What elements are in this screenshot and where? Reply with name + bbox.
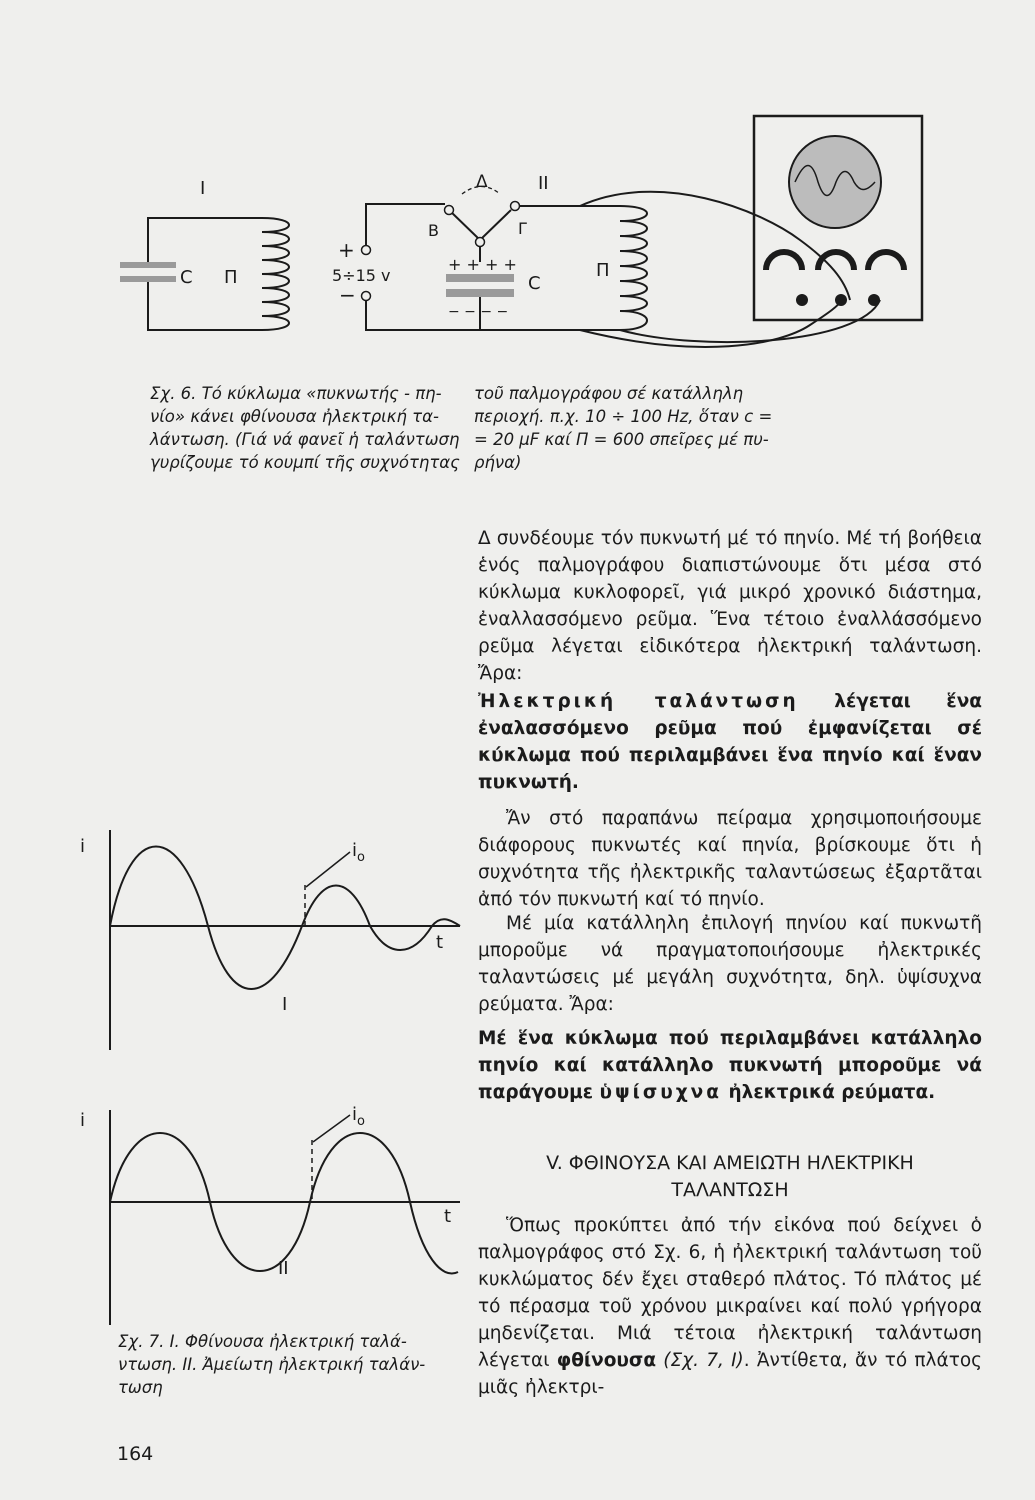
battery-minus-terminal: [362, 292, 371, 301]
scope-terminal-3: [868, 294, 880, 306]
label-plus: +: [338, 238, 355, 262]
definition-text: Μέ ἕνα κύκλωμα πού περιλαμβάνει κατάλληλο πηνίο καί κατάλληλο πυκνωτή μποροῦμε νά παράγουμε: [478, 1028, 982, 1103]
bottom-roman-label: II: [278, 1258, 289, 1279]
caption-line: = 20 μF καί Π = 600 σπεῖρες μέ πυ-: [474, 430, 769, 449]
top-damped-wave: [110, 847, 460, 990]
top-axis-i-label: i: [80, 836, 86, 857]
label-minus: −: [339, 283, 356, 307]
definition-text: λέγεται ἕνα ἐναλασσόμενο ρεῦμα πού ἐμφανίζεται σέ κύκλωμα πού περιλαμβάνει ἕνα πηνίο καί ἕναν πυκνωτή.: [478, 691, 982, 793]
paragraph-text: Δ συνδέουμε τόν πυκνωτή μέ τό πηνίο. Μέ τή βοήθεια ἑνός παλμογράφου διαπιστώνουμε ὅτι μέσα στό κύκλωμα κυκλοφορεῖ, γιά μικρό χρονικό διάστημα, ἐναλλασσόμενο ρεῦμα. Ἕνα τέτοιο ἐναλλάσσόμενο ρεῦμα λέγεται εἰδικότερα ἠλεκτρική ταλάντωση. Ἄρα:: [478, 528, 982, 684]
term-damped: φθίνουσα: [556, 1350, 657, 1371]
label-c2: C: [528, 273, 541, 294]
figure-7-caption: [118, 1330, 463, 1399]
figure-6-caption-left: [150, 382, 460, 474]
bottom-undamped-wave: [110, 1133, 458, 1274]
top-axis-t-label: t: [436, 932, 444, 953]
scope-terminal-2: [835, 294, 847, 306]
oscilloscope-knob-2: [818, 252, 854, 270]
label-b: B: [428, 221, 439, 240]
paragraph-text: Μέ μία κατάλληλη ἐπιλογή πηνίου καί πυκνωτῆ μποροῦμε νά πραγματοποιήσουμε ἠλεκτρικές ταλαντώσεις μέ μεγάλη συχνότητα, δηλ. ὑψίσυχνα ρεύματα. Ἄρα:: [478, 913, 982, 1015]
term-high-frequency: ὑψίσυχνα: [599, 1082, 722, 1103]
switch-arm: [449, 210, 480, 240]
caption-line: νίο» κάνει φθίνουσα ἠλεκτρική τα-: [150, 407, 439, 426]
caption-line: περιοχή. π.χ. 10 ÷ 100 Hz, ὅταν c =: [474, 407, 773, 426]
capacitor-i-plate-top: [120, 262, 176, 268]
label-voltage: 5÷15 v: [332, 266, 391, 285]
oscilloscope-knob-3: [868, 252, 904, 270]
paragraph-frequency: [478, 805, 982, 913]
label-delta: Δ: [476, 172, 488, 192]
oscilloscope-knob-1: [766, 252, 802, 270]
label-c1: C: [180, 267, 193, 288]
label-gamma: Γ: [518, 219, 527, 238]
bottom-axis-i-label: i: [80, 1110, 86, 1131]
figure-reference: (Σχ. 7, Ι): [656, 1350, 744, 1371]
label-plates-minus: − − − −: [448, 304, 509, 320]
term-electrical-oscillation: Ἠλεκτρική ταλάντωση: [478, 691, 799, 712]
caption-line: τωση: [118, 1378, 163, 1397]
heading-line: ΤΑΛΑΝΤΩΣΗ: [671, 1179, 789, 1201]
label-circuit-i: I: [200, 178, 206, 199]
capacitor-ii-plate-bottom: [446, 289, 514, 297]
figure-6-circuit-diagram: [0, 0, 1035, 370]
switch-contact-gamma: [476, 238, 485, 247]
switch-contact-b: [445, 206, 454, 215]
battery-plus-terminal: [362, 246, 371, 255]
switch-contact-delta: [511, 202, 520, 211]
capacitor-ii-plate-top: [446, 274, 514, 282]
definition-high-frequency: [478, 1025, 982, 1106]
figure-6-caption-right: [474, 382, 784, 474]
caption-line: τοῦ παλμογράφου σέ κατάλληλη: [474, 384, 744, 403]
paragraph-text: Ἄν στό παραπάνω πείραμα χρησιμοποιήσουμε διάφορους πυκνωτές καί πηνία, βρίσκουμε ὅτι ἡ συχνότητα τῆς ἠλεκτρικῆς ταλαντώσεως ἐξαρτᾶται ἀπό τόν πυκνωτή καί τό πηνίο.: [478, 808, 982, 910]
paragraph-damped: [478, 1212, 982, 1401]
scope-terminal-1: [796, 294, 808, 306]
caption-line: γυρίζουμε τό κουμπί τῆς συχνότητας: [150, 453, 460, 472]
top-io-label: $i_o$: [352, 840, 365, 865]
figure-7-waveforms: [70, 810, 470, 1350]
circuit-i-top-wire: [148, 218, 262, 262]
caption-line: ρήνα): [474, 453, 522, 472]
switch-arm-2: [480, 210, 511, 240]
top-io-pointer: [306, 852, 350, 887]
oscilloscope-screen: [789, 136, 881, 228]
label-plates-plus: + + + +: [448, 255, 517, 274]
heading-line: V. ΦΘΙΝΟΥΣΑ ΚΑΙ ΑΜΕΙΩΤΗ ΗΛΕΚΤΡΙΚΗ: [546, 1152, 914, 1174]
definition-text: ἠλεκτρικά ρεύματα.: [722, 1082, 936, 1103]
paragraph-high-frequency: [478, 910, 982, 1018]
label-p1: Π: [224, 267, 238, 288]
circuit-ii-coil: [620, 206, 647, 330]
capacitor-i-plate-bottom: [120, 276, 176, 282]
bottom-io-label: $i_o$: [352, 1104, 365, 1129]
scope-lead-bottom: [580, 300, 842, 347]
label-p2: Π: [596, 260, 610, 281]
circuit-i-coil: [262, 218, 289, 330]
caption-line: ντωση. ΙΙ. Ἀμείωτη ἠλεκτρική ταλάν-: [118, 1355, 426, 1374]
paragraph-text: Ὅπως προκύπτει ἀπό τήν εἰκόνα πού δείχνει ὁ παλμογράφος στό Σχ. 6, ἡ ἠλεκτρική ταλάντωση τοῦ κυκλώματος δέν ἔχει σταθερό πλάτος. Τό πλάτος μέ τό πέρασμα τοῦ χρόνου μικραίνει καί πολύ γρήγορα μηδενίζεται. Μιά τέτοια ἠλεκτρική ταλάντωση λέγεται: [478, 1215, 982, 1371]
caption-line: Σχ. 6. Τό κύκλωμα «πυκνωτής - πη-: [150, 384, 442, 403]
caption-line: λάντωση. (Γιά νά φανεῖ ἡ ταλάντωση: [150, 430, 460, 449]
caption-line: Σχ. 7. Ι. Φθίνουσα ἠλεκτρική ταλά-: [118, 1332, 407, 1351]
label-circuit-ii: II: [538, 173, 549, 194]
paragraph-intro: [478, 525, 982, 687]
paragraph-text: . Ἀντίθετα, ἄν τό πλάτος μιᾶς ἠλεκτρι-: [478, 1350, 983, 1398]
definition-oscillation: [478, 688, 982, 796]
bottom-axis-t-label: t: [444, 1206, 452, 1227]
section-heading: [478, 1150, 982, 1204]
circuit-i-bottom-wire: [148, 282, 262, 330]
top-roman-label: I: [282, 994, 288, 1015]
page-number: 164: [117, 1443, 154, 1465]
